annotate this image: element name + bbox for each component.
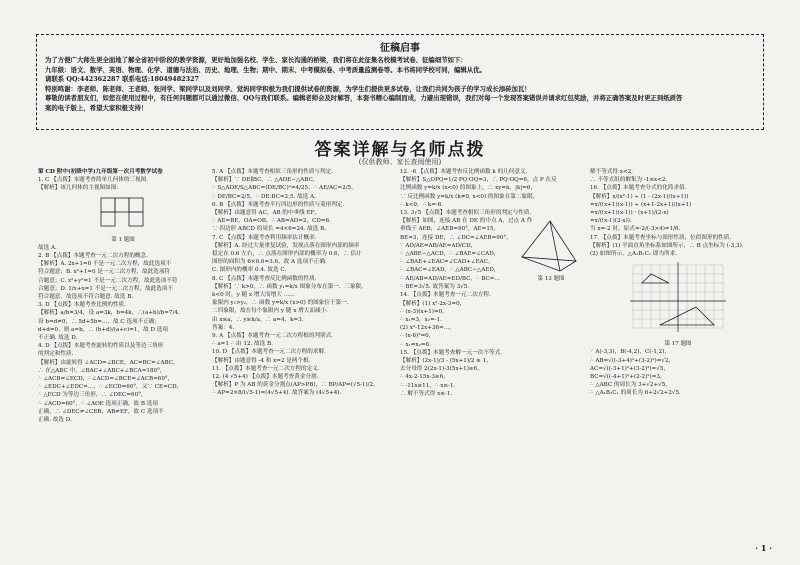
answer-line: 【解析】(1) x²-2x-3=0， <box>400 300 466 307</box>
answer-line: 由 x≤a，∴ y≥k/a，∴ a=4，k=3. <box>212 316 304 323</box>
q17-grid-figure <box>628 260 728 340</box>
answer-line: ∴ AB=√((-3+4)²+(3-2)²)=√2， <box>590 357 675 364</box>
answer-line: 【解析】该几何体的主视图如图： <box>38 185 122 192</box>
answer-line: 比例函数 y=k/x (x<0) 的图象上，∴ xy=k，|k|=6， <box>400 185 537 192</box>
answer-line: 【解析】(2x-1)/3 - (5x+1)/2 ≥ 1， <box>400 358 492 365</box>
answer-line: 1. C 【点拨】本题考查简单几何体的三视图. <box>38 177 149 184</box>
answer-line: k<0 时，y 随 x 增大而增大 …… <box>212 292 295 299</box>
answer-line: =x/((x+1)(x-1)) · (x+1)/(2-x) <box>590 210 669 217</box>
answer-line: 【解析】x/(x²-1) ÷ (1 - (2x-1)/(x+1)) <box>590 193 689 200</box>
answer-line: 6. B 【点拨】本题考查平行四边形的性质与菱形判定. <box>212 201 345 208</box>
answer-line: ∴ △ABE∽△ACD，∴ ∠BAE=∠CAD， <box>400 251 500 258</box>
answer-line: ∴ ∠ACB=∠ECD，∴∠ACD=∠BCE=∠ACB=60°， <box>38 376 174 383</box>
page-number: · 1 · <box>755 543 772 553</box>
answer-line: 当 x=-2 时，原式=-2/(-3×4)=1/6. <box>590 226 681 233</box>
answer-line: 符合题意；B. x²+1=0 是一元二次方程，故此选项符 <box>38 269 171 276</box>
notice-line: 特别鸣谢：李老师、陈老师、王老师、张同学、梁同学以及刘同学、觉妈同学积极为我们提供试卷的资源，为学生们提供更多试卷，让我们共同为孩子的学习成长添砖加瓦！ <box>45 84 531 93</box>
answer-line: d+d=0，则 a=b，∴ (b+d)/(a+c)=1，故 D 选项 <box>38 326 168 333</box>
answer-line: 稳定在 0.6 左右，∴ 点落在图形内部的概率为 0.6，∴ 估计 <box>212 251 362 258</box>
answer-line: 【解析】a/b=3/4，设 a=3k，b=4k，∴(a+b)/b=7/4. <box>38 310 180 317</box>
answer-line: 8. C 【点拨】本题考查反比例函数的性质. <box>212 275 317 282</box>
answer-line: 【解析】A. 2x+1=0 不是一元二次方程，故此选项不 <box>38 261 172 268</box>
answer-line: 15. 【点拨】本题考查解一元一次不等式. <box>400 349 502 356</box>
answer-line: ∴ AE/AB=AD/AE=ED/BC，∴ BC=... <box>400 275 500 282</box>
answer-line: 象限内 y₁>y₂，∴ 函数 y=k/x (x>0) 的图象位于第一、 <box>212 300 353 307</box>
answer-line: 合题意；C. x²+y²=1 不是一元二次方程，故此选项不符 <box>38 277 178 284</box>
answer-line: ∴ -11x≥11，∴ x≤-1. <box>400 382 456 389</box>
answer-line: ∴ k<0，∴ k=-6. <box>400 201 444 208</box>
answer-line: ∴ AE=BE，OA=OB，∴ AB=AD=2，CD=6. <box>212 218 331 225</box>
answer-line: 符合题意，故选项不符合题意. 故选 B. <box>38 294 134 301</box>
answer-column-3 <box>400 168 586 540</box>
notice-title: 征稿启事 <box>380 43 420 54</box>
answer-line: 9. A 【点拨】本题考查一元二次方程根的判别式. <box>212 333 333 340</box>
answer-line: ∴ 不等式组的解集为 -1≤x<2. <box>590 177 668 184</box>
answer-line: 12. (4 √5+4) 【点拨】本题考查黄金分割. <box>212 374 319 381</box>
answer-line: 【解析】由题意得 -4 和 x=2 是两个根. <box>212 357 311 364</box>
answer-line: ∴ △A₁B₁C₁ 的周长为 6+2√2+2√5. <box>590 390 681 397</box>
answer-line: 正确，∴ ∠DEC≠∠CEB，AB≠EF，故 C 选项不 <box>38 408 164 415</box>
answer-line: ∴ ∠EDC+∠EDC=...，∴ ∠ECD=60°，又∵ CE=CD， <box>38 384 183 391</box>
notice-box <box>36 34 764 130</box>
answer-line: =x/((x-1)(2-x)). <box>590 218 632 225</box>
answer-line: 垂线于 AEB，∠AEB=90°，AE=15， <box>400 226 500 233</box>
answer-line: ∴ ∠BAE+∠EAC=∠CAD+∠EAC， <box>400 259 494 266</box>
answer-line: 【解析】A. 经过大量重复试验，发现点落在图形内部的频率 <box>212 242 360 249</box>
answer-line: (2) 如图所示，△A₁B₁C₁ 即为所求. <box>590 251 678 258</box>
answer-line: ∴ 解不等式得 x≤-1. <box>400 390 453 397</box>
answer-line: BE=3，连接 DE，∴ ∠DC=∠AEB=90°， <box>400 234 512 241</box>
answer-line: ∴ a=1 ∴ 由 12. 故选 B. <box>212 341 273 348</box>
notice-contact: 请联系 QQ:442362287 联系电话:18049482327 <box>45 75 199 84</box>
answer-line: 【解析】由旋转得 ∠ACD=∠BCE，AC=BC=∠ABC， <box>38 359 179 366</box>
answer-line: 16. 【点拨】本题考查分式的化简求值. <box>590 185 687 192</box>
answer-line: ∴ ∠ACD=60°，∴ ∠AOE 选项正确，故 B 选项 <box>38 400 158 407</box>
answer-line: ∴ ∠BAC=∠EAD，∴ △ABC∽△AED， <box>400 267 500 274</box>
answer-line: ∴ (x-6)²=0， <box>400 333 435 340</box>
answer-line: ∴ △ABC 的周长为 3+√2+√5， <box>590 382 671 389</box>
answer-line: 去分母得 2(2x-1)-3(5x+1)≥6， <box>400 366 483 373</box>
answer-line: ∵ A(-3,3)，B(-4,2)，C(-1,2)， <box>590 349 671 356</box>
notice-line: 案的电子版上，希望大家积极支持！ <box>45 103 148 112</box>
figure-caption: 第 13 题图 <box>537 276 565 283</box>
answer-line: ∴ x₁=x₂=6. <box>400 341 431 348</box>
answer-line: 答案：4. <box>212 324 235 331</box>
answer-line: 的判定和性质. <box>38 351 74 358</box>
notice-line: 九年级：语文、数学、英语、物理、化学、道德与法治、历史、地理、生物；期中、期末、中考模拟卷、中考质量监测卷等。本书将同学校可同，编辑从优。 <box>45 65 486 74</box>
figure-caption: 第 17 题图 <box>664 341 692 348</box>
answer-line: 17. 【点拨】本题考查坐标与图形性质，位似图形的性质. <box>590 234 732 241</box>
answer-line: ∴ 在△ABC 中，∠BAC+∠ABC+∠BCA=180°， <box>38 367 166 374</box>
answer-line: 2. B 【点拨】本题考查一元二次方程的概念. <box>38 253 148 260</box>
answer-line: 【解析】如图，连接 AB 在 DE 的中点 A，过点 A 作 <box>400 218 533 225</box>
answer-line: ∴ S△ADE/S△ABC=(DE/BC)²=4/25，∴ AE/AC=2/5， <box>212 185 357 192</box>
answer-line: ∴ (x-3)(x+1)=0， <box>400 308 448 315</box>
answer-line: 【解析】由题意得 AC，AB 的中垂线 EF， <box>212 210 321 217</box>
figure-caption: 第 1 题图 <box>111 236 135 243</box>
answer-line: 10. D 【点拨】本题考查一元二次方程的求解. <box>212 349 326 356</box>
answer-column-2 <box>212 168 396 540</box>
answer-line: 【解析】S△OPQ=1/2·PQ·OQ=3，∴ PQ·OQ=6，点 P 在反 <box>400 177 557 184</box>
answer-line: AC=√((-3+1)²+(3-2)²)=√5， <box>590 365 669 372</box>
answer-line: 【解析】∵ DE∥BC，∴ △ADE∽△ABC， <box>212 177 319 184</box>
answer-line: 图形的面积为 6×0.6=3.6，故 A 选项不正确. <box>212 259 327 266</box>
answer-line: BC=√((-4+1)²+(2-2)²)=3， <box>590 374 666 381</box>
answer-line: 不正确. 故选 D. <box>38 335 78 342</box>
answer-line: 合题意；D. 1/x+x=1 不是一元二次方程，故此选项不 <box>38 285 173 292</box>
answer-line: 3. D 【点拨】本题考查比例的性质. <box>38 302 126 309</box>
notice-line: 尊敬的读者朋友们，如您在使用过程中，有任何问题都可以通过微信、QQ与我们联系。编辑老师会及时解答，本套书精心编制而成，力避出现错误，我们对每一个发现答案错误并请求红包奖励，并将正确答案及时更正到纸质答 <box>45 94 683 103</box>
answer-line: ∴ BE=3√5. 故答案为 3√5. <box>400 284 470 291</box>
q13-figure <box>516 217 582 275</box>
answer-line: ∴ x₁=3，x₂=-1. <box>400 317 442 324</box>
answer-line: ∵ AD/AE=AB/AE=AD/CD， <box>400 242 477 249</box>
answer-line: 12. -6 【点拨】本题考查反比例函数 k 的几何意义. <box>400 169 528 175</box>
answer-line: 7. C 【点拨】本题考查利用频率估计概率. <box>212 234 317 241</box>
page-subtitle: (仅供教师、家长查阅使用) <box>358 158 442 166</box>
notice-line: 为了方便广大师生更全面地了解全省初中阶段的教学资源，更好地加强名校、学生、家长沟通的桥梁，我们将在此征集名校模考试卷、征编细节如下： <box>45 56 467 64</box>
page-title: 答案详解与名师点拨 <box>314 140 486 160</box>
answer-line: ∴ 4x-2-15x-3≥6， <box>400 374 449 381</box>
answer-line: 14. 【点拨】本题考查一元二次方程. <box>400 292 491 299</box>
answer-line: 设 b=d≠0，∴ 5d+5b=...，故 C 选项不正确； <box>38 318 161 325</box>
answer-line: 5. A 【点拨】本题考查相似三角形的性质与判定. <box>212 169 333 175</box>
answer-line: ∵ 四边形 ABCD 的周长 =4×6=24. 故选 B. <box>212 226 326 233</box>
answer-line: =x/((x+1)(x-1)) ÷ (x+1-2x+1)/(x+1) <box>590 201 692 208</box>
answer-line: 故选 A. <box>38 244 57 251</box>
q1-figure <box>93 196 153 234</box>
answer-line: 正确. 故选 D. <box>38 417 72 424</box>
answer-line: (2) x²-12x+36=...， <box>400 325 455 332</box>
answer-line: 13. 3√5 【点拨】本题考查相似三角形的判定与性质. <box>400 210 532 217</box>
answer-line: ∴ AP=2×8/(√5-1)=(4√5+4). 故答案为 (4√5+4). <box>212 390 342 397</box>
answer-line: 【解析】∵ k>0，∴ 函数 y₁=k/x 图象分布在第一、三象限， <box>212 283 367 290</box>
answer-line: 【解析】(1) 平面直角坐标系如图所示，∴ B 点坐标为 (-3,3). <box>590 242 744 249</box>
answer-line: ∴ △ECD 为等边三角形，∴ ∠DEC=60°， <box>38 392 147 399</box>
answer-line: 4. D 【点拨】本题考查旋转的性质以及等边三角形 <box>38 343 164 350</box>
answer-line: ∴ DE/BC=2/5，∴ DE:BC=2:5. 故选 A. <box>212 193 316 200</box>
answer-line: 11. 【点拨】本题考查一元二次方程的定义. <box>212 365 320 372</box>
answer-column-1 <box>38 168 208 540</box>
answer-line: 【解析】P 为 AB 的黄金分割点(AP>PB)，∴ BP/AP=(√5-1)/2， <box>212 382 379 389</box>
answer-column-4 <box>590 168 766 540</box>
answer-line: C. 图形内的概率 0.4. 故选 C. <box>212 267 287 274</box>
exam-heading: 第 CD 附中(初降中学)九年级第一次月考数学试卷 <box>38 169 163 175</box>
answer-line: 解不等式得 x<2, <box>590 169 633 175</box>
answer-line: 二四象限，故在每个象限内 y 随 x 增大而减小. <box>212 308 328 315</box>
answer-line: ∵ 反比例函数 y=k/x (k≠0, x<0) 的图象在第二象限， <box>400 193 539 200</box>
